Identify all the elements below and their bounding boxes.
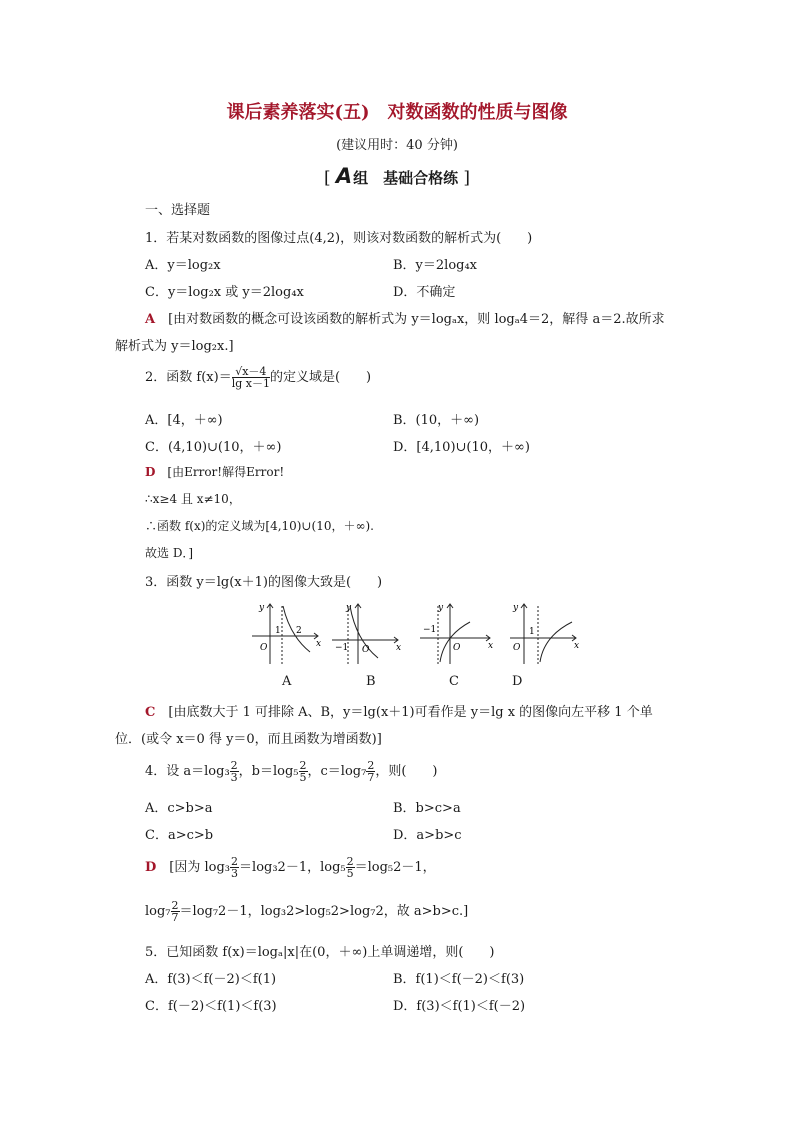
q4-explanation [145, 856, 436, 879]
q4-exp1a: [因为 log₃ [169, 860, 231, 875]
q2-exp-line3: ∴函数 f(x)的定义域为[4,10)∪(10，＋∞). [145, 519, 374, 533]
svg-text:−1: −1 [423, 625, 437, 635]
q4-exp-frac-7-num: 2 [171, 899, 179, 912]
q3-graph-c [418, 600, 494, 666]
q2-fraction [232, 366, 270, 389]
svg-text:2: 2 [296, 626, 302, 636]
q4-frac-c [366, 760, 375, 783]
svg-text:x: x [396, 643, 402, 653]
q5-option-b: B．f(1)＜f(－2)＜f(3) [393, 972, 525, 987]
q2-exp-line2: ∴x≥4 且 x≠10， [145, 492, 241, 506]
q2-explanation [145, 463, 284, 480]
q4-exp-frac-5-den: 5 [346, 867, 354, 880]
q3-graph-b [330, 600, 402, 666]
q1-option-b: B．y＝2log₄x [393, 258, 478, 273]
q4-option-d: D．a>b>c [393, 828, 462, 843]
svg-text:y: y [438, 603, 444, 613]
q4-exp-frac-3 [230, 856, 239, 879]
q2-frac-den: lg x－1 [231, 377, 270, 390]
q4-exp1c: ＝log₅2－1， [354, 860, 436, 875]
q4-exp2b: ＝log₇2－1，log₃2>log₅2>log₇2，故 a>b>c.] [179, 904, 469, 919]
svg-text:y: y [346, 603, 352, 613]
q4-frac-c-den: 7 [367, 771, 375, 784]
q3-answer: C [145, 705, 156, 720]
title-part-b: 对数函数的性质与图像 [387, 102, 568, 123]
bracket-right: ] [463, 168, 471, 188]
q1-explanation [145, 308, 665, 327]
q4-exp1b: ＝log₃2－1，log₅ [239, 860, 346, 875]
q4-option-a: A．c>b>a [145, 801, 213, 816]
q2-stem-post: 的定义域是( ) [269, 370, 372, 385]
q3-graph-label-a: A [282, 674, 292, 689]
q2-exp-line4: 故选 D．] [145, 546, 194, 560]
section-heading: 一、选择题 [145, 203, 211, 218]
q4-mid1: ，b＝log₅ [238, 764, 299, 779]
q5-stem: 5．已知函数 f(x)＝logₐ|x|在(0，＋∞)上单调递增，则( ) [145, 945, 495, 960]
q2-exp-line1: [由Error!解得Error! [167, 465, 285, 479]
svg-text:O: O [260, 643, 268, 653]
time-suggestion: (建议用时：40 分钟) [336, 138, 458, 153]
q3-exp-line2: 位．(或令 x＝0 得 y＝0，而且函数为增函数)] [115, 732, 382, 747]
q4-answer: D [145, 860, 157, 875]
q2-frac-num: √x－4 [232, 366, 270, 378]
q4-frac-b-den: 5 [299, 771, 307, 784]
svg-text:O: O [513, 643, 521, 653]
svg-text:O: O [453, 643, 461, 653]
q3-stem: 3．函数 y＝lg(x＋1)的图像大致是( ) [145, 575, 383, 590]
group-heading [0, 164, 794, 188]
q4-exp-line2 [145, 900, 468, 923]
q1-stem: 1．若某对数函数的图像过点(4,2)，则该对数函数的解析式为( ) [145, 231, 533, 246]
q4-stem [145, 760, 437, 783]
q4-post: ，则( ) [375, 764, 438, 779]
q1-option-d: D．不确定 [393, 285, 456, 300]
group-letter: A [335, 164, 354, 188]
q2-option-c: C．(4,10)∪(10，＋∞) [145, 440, 282, 455]
svg-text:−1: −1 [335, 643, 349, 653]
q4-frac-a [230, 760, 239, 783]
q3-graph-label-d: D [512, 674, 523, 689]
q4-option-c: C．a>c>b [145, 828, 214, 843]
q1-answer: A [145, 312, 156, 327]
q2-option-b: B．(10，＋∞) [393, 413, 480, 428]
q3-explanation [145, 701, 653, 720]
bracket-left: [ [323, 168, 331, 188]
title-part-a: 课后素养落实(五) [226, 102, 370, 123]
q4-option-b: B．b>c>a [393, 801, 461, 816]
page-title [0, 98, 794, 124]
group-label: 组 基础合格练 [353, 169, 459, 187]
q2-stem-pre: 2．函数 f(x)＝ [145, 370, 232, 385]
svg-text:y: y [513, 603, 519, 613]
svg-text:O: O [362, 645, 370, 655]
q4-exp-frac-7 [171, 900, 180, 923]
q3-graph-d [508, 600, 580, 666]
q4-exp-frac-3-den: 3 [231, 867, 239, 880]
q3-graph-label-b: B [366, 674, 376, 689]
q4-exp-frac-3-num: 2 [231, 855, 239, 868]
q1-exp-line2: 解析式为 y＝log₂x.] [115, 339, 234, 354]
q4-exp-frac-7-den: 7 [171, 911, 179, 924]
svg-text:y: y [259, 603, 265, 613]
q5-option-a: A．f(3)＜f(－2)＜f(1) [145, 972, 277, 987]
q3-graph-label-c: C [449, 674, 459, 689]
q4-exp-frac-5-num: 2 [346, 855, 354, 868]
q4-frac-c-num: 2 [367, 759, 375, 772]
svg-text:x: x [316, 639, 322, 649]
svg-text:1: 1 [275, 626, 281, 636]
q5-option-d: D．f(3)＜f(1)＜f(－2) [393, 999, 526, 1014]
q4-frac-a-den: 3 [230, 771, 238, 784]
q1-option-a: A．y＝log₂x [145, 258, 221, 273]
svg-text:1: 1 [529, 627, 535, 637]
q1-exp-line1: [由对数函数的概念可设该函数的解析式为 y＝logₐx，则 logₐ4＝2，解得 a＝2.故所求 [168, 312, 665, 327]
q4-frac-b-num: 2 [299, 759, 307, 772]
q1-option-c: C．y＝log₂x 或 y＝2log₄x [145, 285, 304, 300]
svg-text:x: x [574, 641, 580, 651]
q2-option-a: A．[4，＋∞) [145, 413, 223, 428]
q5-option-c: C．f(－2)＜f(1)＜f(3) [145, 999, 277, 1014]
q3-exp-line1: [由底数大于 1 可排除 A、B，y＝lg(x＋1)可看作是 y＝lg x 的图像向左平移 1 个单 [168, 705, 653, 720]
q2-stem [145, 366, 371, 389]
q3-graph-a [250, 600, 322, 666]
q2-answer: D [145, 465, 156, 479]
svg-text:x: x [488, 641, 494, 651]
q4-pre: 4．设 a＝log₃ [145, 764, 230, 779]
q2-option-d: D．[4,10)∪(10，＋∞) [393, 440, 530, 455]
q4-mid2: ，c＝log₇ [307, 764, 367, 779]
q4-exp-frac-5 [346, 856, 355, 879]
q4-frac-a-num: 2 [230, 759, 238, 772]
q4-exp2a: log₇ [145, 904, 171, 919]
q4-frac-b [299, 760, 308, 783]
